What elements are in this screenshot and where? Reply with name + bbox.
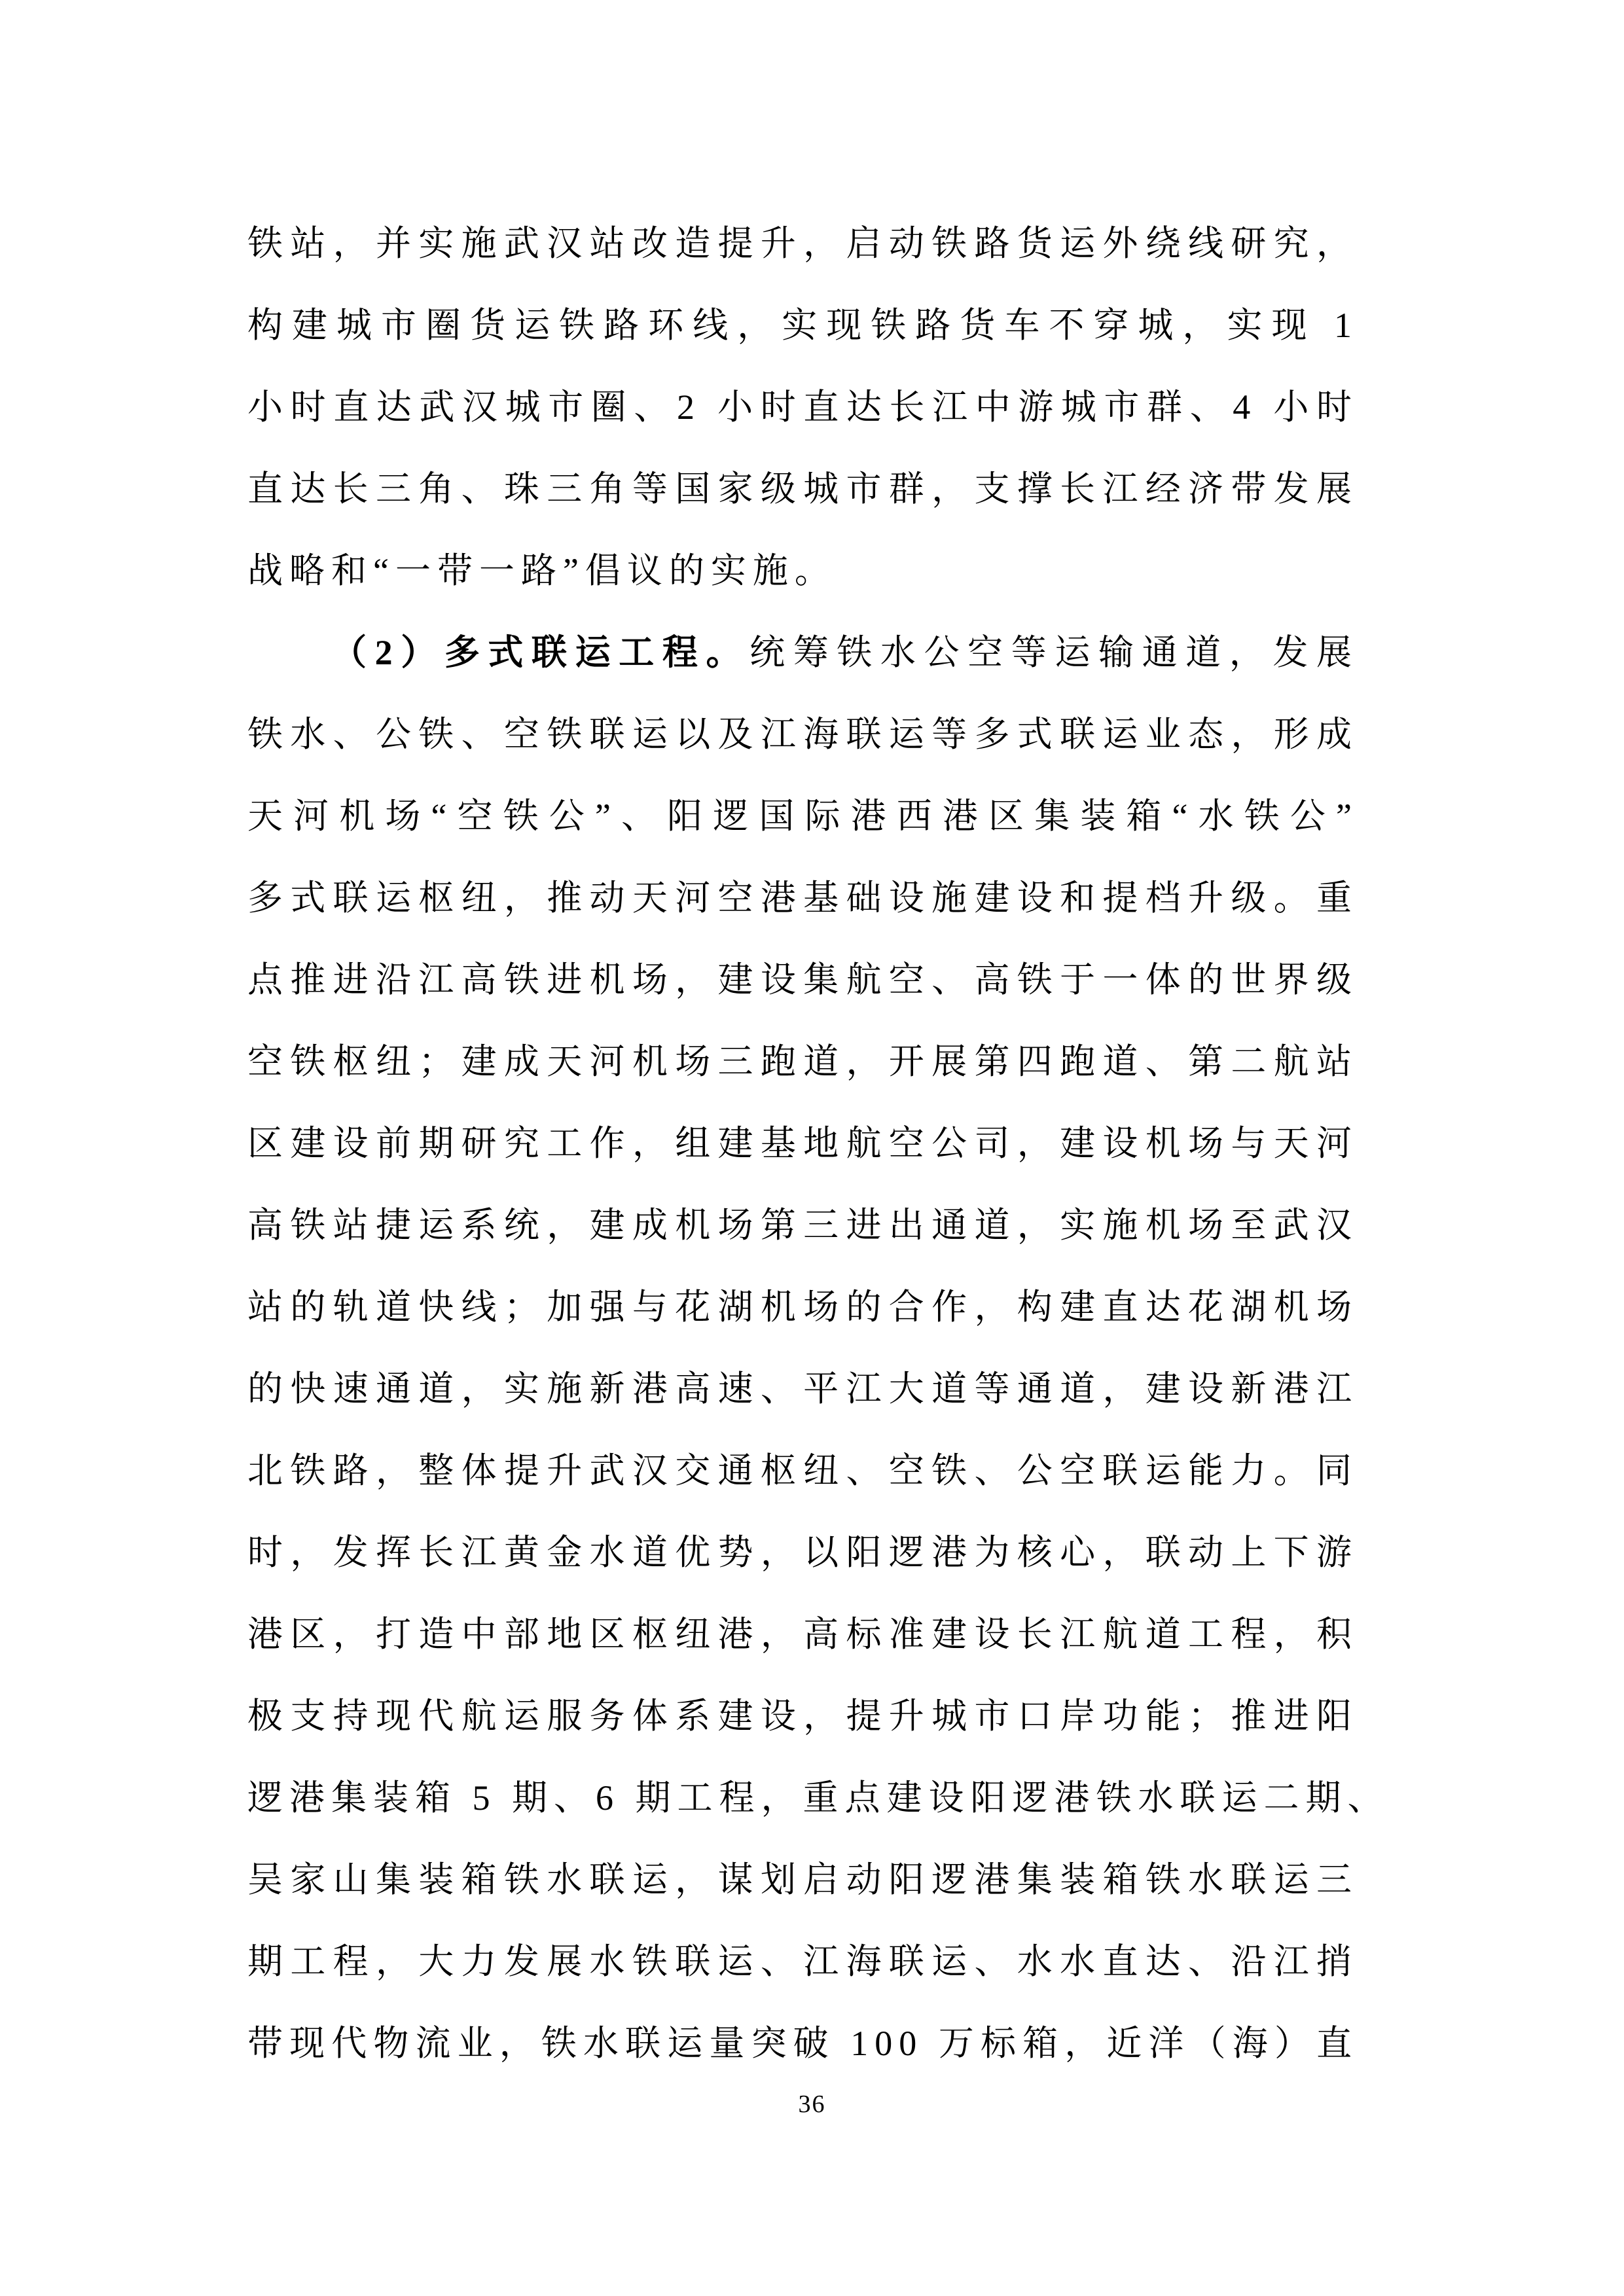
paragraph-body-start: 统筹铁水公空等运输通道，发展 xyxy=(749,633,1359,672)
text-line: 小时直达武汉城市圈、2 小时直达长江中游城市群、4 小时 xyxy=(247,387,1358,427)
text-line: 天河机场“空铁公”、阳逻国际港西港区集装箱“水铁公” xyxy=(247,797,1358,836)
body-text xyxy=(247,203,1390,2085)
text-line: 的快速通道，实施新港高速、平江大道等通道，建设新港江 xyxy=(247,1369,1358,1408)
text-line: 时，发挥长江黄金水道优势，以阳逻港为核心，联动上下游 xyxy=(247,1533,1358,1572)
text-line: 点推进沿江高铁进机场，建设集航空、高铁于一体的世界级 xyxy=(247,960,1358,999)
text-line: 站的轨道快线；加强与花湖机场的合作，构建直达花湖机场 xyxy=(247,1287,1358,1327)
text-line: 多式联运枢纽，推动天河空港基础设施建设和提档升级。重 xyxy=(247,878,1358,918)
text-line: 北铁路，整体提升武汉交通枢纽、空铁、公空联运能力。同 xyxy=(247,1451,1358,1490)
text-line: 带现代物流业，铁水联运量突破 100 万标箱，近洋（海）直 xyxy=(247,2024,1358,2063)
text-line: 空铁枢纽；建成天河机场三跑道，开展第四跑道、第二航站 xyxy=(247,1042,1358,1081)
text-line: 铁站，并实施武汉站改造提升，启动铁路货运外绕线研究， xyxy=(247,224,1358,263)
text-line: 高铁站捷运系统，建成机场第三进出通道，实施机场至武汉 xyxy=(247,1206,1358,1245)
text-line-paragraph-end: 战略和“一带一路”倡议的实施。 xyxy=(247,551,837,590)
text-line: 铁水、公铁、空铁联运以及江海联运等多式联运业态，形成 xyxy=(247,715,1358,754)
text-line: 逻港集装箱 5 期、6 期工程，重点建设阳逻港铁水联运二期、 xyxy=(247,1778,1390,1818)
text-line: 吴家山集装箱铁水联运，谋划启动阳逻港集装箱铁水联运三 xyxy=(247,1860,1358,1899)
page-number: 36 xyxy=(798,2090,826,2118)
text-line: 直达长三角、珠三角等国家级城市群，支撑长江经济带发展 xyxy=(247,469,1358,509)
text-line: 构建城市圈货运铁路环线，实现铁路货车不穿城，实现 1 xyxy=(247,306,1358,345)
text-line: 极支持现代航运服务体系建设，提升城市口岸功能；推进阳 xyxy=(247,1696,1358,1736)
text-line: 期工程，大力发展水铁联运、江海联运、水水直达、沿江捎 xyxy=(247,1942,1358,1981)
text-line-paragraph-start xyxy=(247,612,1358,694)
paragraph-heading: （2）多式联运工程。 xyxy=(331,633,750,672)
text-line: 区建设前期研究工作，组建基地航空公司，建设机场与天河 xyxy=(247,1124,1358,1163)
text-line: 港区，打造中部地区枢纽港，高标准建设长江航道工程，积 xyxy=(247,1615,1358,1654)
